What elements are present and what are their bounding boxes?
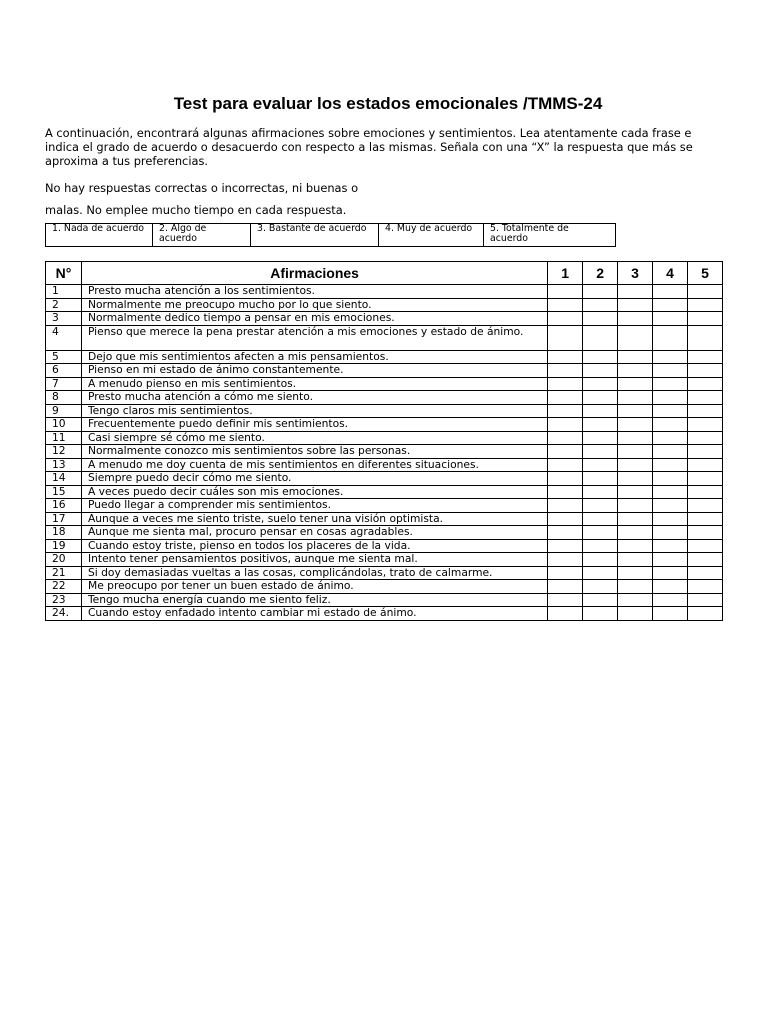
- answer-cell-3[interactable]: [618, 566, 653, 580]
- row-number: 4: [46, 325, 82, 350]
- answer-cell-2[interactable]: [583, 325, 618, 350]
- header-number: N°: [46, 262, 82, 285]
- answer-cell-2[interactable]: [583, 285, 618, 299]
- answer-cell-4[interactable]: [653, 458, 688, 472]
- answer-cell-2[interactable]: [583, 553, 618, 567]
- answer-cell-1[interactable]: [548, 404, 583, 418]
- answer-cell-5[interactable]: [687, 526, 722, 540]
- answer-cell-5[interactable]: [687, 325, 722, 350]
- answer-cell-4[interactable]: [653, 418, 688, 432]
- answer-cell-1[interactable]: [548, 607, 583, 621]
- row-number: 23: [46, 593, 82, 607]
- table-row: [46, 526, 723, 540]
- answer-cell-3[interactable]: [618, 445, 653, 459]
- intro-paragraph: A continuación, encontrará algunas afirmaciones sobre emociones y sentimientos. Lea atentamente cada frase e indica el grado de acuerdo o desacuerdo con respecto a las mismas. Señala con una “X” la respuesta que más se aproxima a tus preferencias.: [45, 126, 693, 168]
- row-statement: Cuando estoy triste, pienso en todos los placeres de la vida.: [81, 539, 547, 553]
- answer-cell-4[interactable]: [653, 553, 688, 567]
- row-statement: Normalmente conozco mis sentimientos sobre las personas.: [81, 445, 547, 459]
- table-row: [46, 312, 723, 326]
- row-statement: A menudo me doy cuenta de mis sentimientos en diferentes situaciones.: [81, 458, 547, 472]
- answer-cell-1[interactable]: [548, 418, 583, 432]
- answer-cell-5[interactable]: [687, 593, 722, 607]
- row-number: 22: [46, 580, 82, 594]
- table-row: [46, 298, 723, 312]
- row-statement: Casi siempre sé cómo me siento.: [81, 431, 547, 445]
- answer-cell-2[interactable]: [583, 499, 618, 513]
- answer-cell-5[interactable]: [687, 472, 722, 486]
- row-number: 11: [46, 431, 82, 445]
- answer-cell-3[interactable]: [618, 325, 653, 350]
- answer-cell-3[interactable]: [618, 285, 653, 299]
- answer-cell-3[interactable]: [618, 526, 653, 540]
- answer-cell-1[interactable]: [548, 472, 583, 486]
- table-row: [46, 431, 723, 445]
- note-line-1: No hay respuestas correctas o incorrectas, ni buenas o: [45, 181, 359, 195]
- answer-cell-1[interactable]: [548, 350, 583, 364]
- row-statement: Normalmente dedico tiempo a pensar en mis emociones.: [81, 312, 547, 326]
- answer-cell-1[interactable]: [548, 364, 583, 378]
- answer-cell-4[interactable]: [653, 312, 688, 326]
- header-score-4: 4: [653, 262, 688, 285]
- answer-cell-2[interactable]: [583, 404, 618, 418]
- answer-cell-2[interactable]: [583, 391, 618, 405]
- table-row: [46, 566, 723, 580]
- row-number: 8: [46, 391, 82, 405]
- table-row: [46, 607, 723, 621]
- answer-cell-2[interactable]: [583, 580, 618, 594]
- row-number: 21: [46, 566, 82, 580]
- answer-cell-5[interactable]: [687, 566, 722, 580]
- answer-cell-4[interactable]: [653, 325, 688, 350]
- row-statement: Dejo que mis sentimientos afecten a mis pensamientos.: [81, 350, 547, 364]
- answer-cell-4[interactable]: [653, 350, 688, 364]
- answer-cell-5[interactable]: [687, 607, 722, 621]
- answer-cell-4[interactable]: [653, 445, 688, 459]
- answer-cell-3[interactable]: [618, 472, 653, 486]
- answer-cell-3[interactable]: [618, 485, 653, 499]
- table-row: [46, 377, 723, 391]
- row-statement: Aunque me sienta mal, procuro pensar en cosas agradables.: [81, 526, 547, 540]
- answer-cell-1[interactable]: [548, 431, 583, 445]
- table-row: [46, 445, 723, 459]
- row-statement: A veces puedo decir cuáles son mis emociones.: [81, 485, 547, 499]
- row-statement: Cuando estoy enfadado intento cambiar mi estado de ánimo.: [81, 607, 547, 621]
- answer-cell-3[interactable]: [618, 539, 653, 553]
- answer-cell-4[interactable]: [653, 566, 688, 580]
- answer-cell-4[interactable]: [653, 526, 688, 540]
- answer-cell-1[interactable]: [548, 539, 583, 553]
- answer-cell-3[interactable]: [618, 364, 653, 378]
- answer-cell-2[interactable]: [583, 607, 618, 621]
- answer-cell-2[interactable]: [583, 526, 618, 540]
- answer-cell-1[interactable]: [548, 593, 583, 607]
- answer-cell-4[interactable]: [653, 512, 688, 526]
- answer-cell-1[interactable]: [548, 553, 583, 567]
- row-statement: Me preocupo por tener un buen estado de ánimo.: [81, 580, 547, 594]
- answer-cell-2[interactable]: [583, 458, 618, 472]
- answer-cell-3[interactable]: [618, 593, 653, 607]
- row-number: 18: [46, 526, 82, 540]
- answer-cell-4[interactable]: [653, 485, 688, 499]
- answer-cell-1[interactable]: [548, 512, 583, 526]
- answer-cell-3[interactable]: [618, 418, 653, 432]
- table-row: [46, 553, 723, 567]
- answer-cell-5[interactable]: [687, 404, 722, 418]
- row-statement: Pienso en mi estado de ánimo constantemente.: [81, 364, 547, 378]
- header-score-3: 3: [618, 262, 653, 285]
- answer-cell-1[interactable]: [548, 485, 583, 499]
- table-row: [46, 512, 723, 526]
- answer-cell-3[interactable]: [618, 404, 653, 418]
- row-number: 17: [46, 512, 82, 526]
- header-score-1: 1: [548, 262, 583, 285]
- answer-cell-1[interactable]: [548, 566, 583, 580]
- answer-cell-5[interactable]: [687, 298, 722, 312]
- table-row: [46, 364, 723, 378]
- answer-cell-3[interactable]: [618, 431, 653, 445]
- answer-cell-3[interactable]: [618, 350, 653, 364]
- answer-cell-2[interactable]: [583, 431, 618, 445]
- answer-cell-4[interactable]: [653, 580, 688, 594]
- answer-cell-4[interactable]: [653, 593, 688, 607]
- answer-cell-1[interactable]: [548, 298, 583, 312]
- answer-cell-1[interactable]: [548, 285, 583, 299]
- header-statements: Afirmaciones: [81, 262, 547, 285]
- answer-cell-5[interactable]: [687, 377, 722, 391]
- table-row: [46, 285, 723, 299]
- row-statement: Presto mucha atención a cómo me siento.: [81, 391, 547, 405]
- row-statement: Aunque a veces me siento triste, suelo tener una visión optimista.: [81, 512, 547, 526]
- answer-cell-1[interactable]: [548, 458, 583, 472]
- answer-cell-2[interactable]: [583, 485, 618, 499]
- answer-cell-4[interactable]: [653, 607, 688, 621]
- answer-cell-3[interactable]: [618, 298, 653, 312]
- answer-cell-1[interactable]: [548, 377, 583, 391]
- answer-cell-1[interactable]: [548, 312, 583, 326]
- answer-cell-3[interactable]: [618, 607, 653, 621]
- answer-cell-4[interactable]: [653, 431, 688, 445]
- answer-cell-5[interactable]: [687, 445, 722, 459]
- answer-cell-5[interactable]: [687, 485, 722, 499]
- answer-cell-2[interactable]: [583, 593, 618, 607]
- answer-cell-1[interactable]: [548, 391, 583, 405]
- row-statement: Pienso que merece la pena prestar atención a mis emociones y estado de ánimo.: [81, 325, 547, 350]
- answer-cell-5[interactable]: [687, 285, 722, 299]
- answer-cell-1[interactable]: [548, 499, 583, 513]
- answer-cell-5[interactable]: [687, 539, 722, 553]
- scale-option-3: 3. Bastante de acuerdo: [251, 224, 379, 247]
- row-statement: Presto mucha atención a los sentimientos.: [81, 285, 547, 299]
- answer-cell-4[interactable]: [653, 377, 688, 391]
- table-row: [46, 458, 723, 472]
- table-row: [46, 539, 723, 553]
- answer-cell-5[interactable]: [687, 458, 722, 472]
- answer-cell-5[interactable]: [687, 418, 722, 432]
- answer-cell-3[interactable]: [618, 499, 653, 513]
- answer-cell-5[interactable]: [687, 312, 722, 326]
- scale-option-2: 2. Algo de acuerdo: [153, 224, 251, 247]
- note-line-2: malas. No emplee mucho tiempo en cada respuesta.: [45, 203, 347, 217]
- statements-table: [45, 261, 723, 621]
- answer-cell-1[interactable]: [548, 325, 583, 350]
- table-row: [46, 391, 723, 405]
- row-number: 10: [46, 418, 82, 432]
- scale-legend: [45, 223, 616, 247]
- answer-cell-5[interactable]: [687, 580, 722, 594]
- row-statement: Normalmente me preocupo mucho por lo que siento.: [81, 298, 547, 312]
- answer-cell-2[interactable]: [583, 445, 618, 459]
- row-statement: Tengo mucha energía cuando me siento feliz.: [81, 593, 547, 607]
- answer-cell-5[interactable]: [687, 499, 722, 513]
- table-row: [46, 580, 723, 594]
- answer-cell-2[interactable]: [583, 418, 618, 432]
- table-row: [46, 593, 723, 607]
- answer-cell-2[interactable]: [583, 312, 618, 326]
- answer-cell-4[interactable]: [653, 285, 688, 299]
- row-statement: Si doy demasiadas vueltas a las cosas, complicándolas, trato de calmarme.: [81, 566, 547, 580]
- answer-cell-4[interactable]: [653, 364, 688, 378]
- scale-option-1: 1. Nada de acuerdo: [46, 224, 153, 247]
- answer-cell-3[interactable]: [618, 458, 653, 472]
- answer-cell-2[interactable]: [583, 472, 618, 486]
- row-number: 19: [46, 539, 82, 553]
- answer-cell-3[interactable]: [618, 391, 653, 405]
- row-number: 14: [46, 472, 82, 486]
- answer-cell-1[interactable]: [548, 526, 583, 540]
- table-row: [46, 325, 723, 350]
- answer-cell-5[interactable]: [687, 512, 722, 526]
- answer-cell-5[interactable]: [687, 431, 722, 445]
- row-statement: Puedo llegar a comprender mis sentimientos.: [81, 499, 547, 513]
- answer-cell-2[interactable]: [583, 364, 618, 378]
- table-header-row: [46, 262, 723, 285]
- answer-cell-3[interactable]: [618, 580, 653, 594]
- row-number: 20: [46, 553, 82, 567]
- answer-cell-4[interactable]: [653, 472, 688, 486]
- answer-cell-2[interactable]: [583, 539, 618, 553]
- answer-cell-5[interactable]: [687, 350, 722, 364]
- row-number: 2: [46, 298, 82, 312]
- row-number: 7: [46, 377, 82, 391]
- answer-cell-5[interactable]: [687, 364, 722, 378]
- table-row: [46, 499, 723, 513]
- row-statement: Frecuentemente puedo definir mis sentimientos.: [81, 418, 547, 432]
- answer-cell-2[interactable]: [583, 566, 618, 580]
- table-row: [46, 472, 723, 486]
- table-row: [46, 350, 723, 364]
- answer-cell-4[interactable]: [653, 404, 688, 418]
- row-number: 6: [46, 364, 82, 378]
- row-number: 16: [46, 499, 82, 513]
- row-statement: Tengo claros mis sentimientos.: [81, 404, 547, 418]
- answer-cell-2[interactable]: [583, 512, 618, 526]
- answer-cell-3[interactable]: [618, 512, 653, 526]
- table-row: [46, 404, 723, 418]
- answer-cell-5[interactable]: [687, 553, 722, 567]
- row-number: 13: [46, 458, 82, 472]
- row-statement: A menudo pienso en mis sentimientos.: [81, 377, 547, 391]
- answer-cell-3[interactable]: [618, 312, 653, 326]
- answer-cell-4[interactable]: [653, 298, 688, 312]
- row-number: 5: [46, 350, 82, 364]
- row-number: 3: [46, 312, 82, 326]
- answer-cell-2[interactable]: [583, 377, 618, 391]
- scale-option-5: 5. Totalmente de acuerdo: [484, 224, 616, 247]
- header-score-5: 5: [687, 262, 722, 285]
- answer-cell-4[interactable]: [653, 499, 688, 513]
- answer-cell-1[interactable]: [548, 580, 583, 594]
- table-row: [46, 418, 723, 432]
- answer-cell-3[interactable]: [618, 377, 653, 391]
- row-number: 24.: [46, 607, 82, 621]
- answer-cell-1[interactable]: [548, 445, 583, 459]
- answer-cell-3[interactable]: [618, 553, 653, 567]
- answer-cell-4[interactable]: [653, 391, 688, 405]
- row-number: 15: [46, 485, 82, 499]
- answer-cell-2[interactable]: [583, 350, 618, 364]
- row-statement: Siempre puedo decir cómo me siento.: [81, 472, 547, 486]
- row-number: 12: [46, 445, 82, 459]
- row-number: 9: [46, 404, 82, 418]
- row-number: 1: [46, 285, 82, 299]
- row-statement: Intento tener pensamientos positivos, aunque me sienta mal.: [81, 553, 547, 567]
- answer-cell-2[interactable]: [583, 298, 618, 312]
- page-title: Test para evaluar los estados emocionales /TMMS-24: [173, 94, 603, 113]
- table-row: [46, 485, 723, 499]
- scale-option-4: 4. Muy de acuerdo: [379, 224, 484, 247]
- header-score-2: 2: [583, 262, 618, 285]
- answer-cell-4[interactable]: [653, 539, 688, 553]
- answer-cell-5[interactable]: [687, 391, 722, 405]
